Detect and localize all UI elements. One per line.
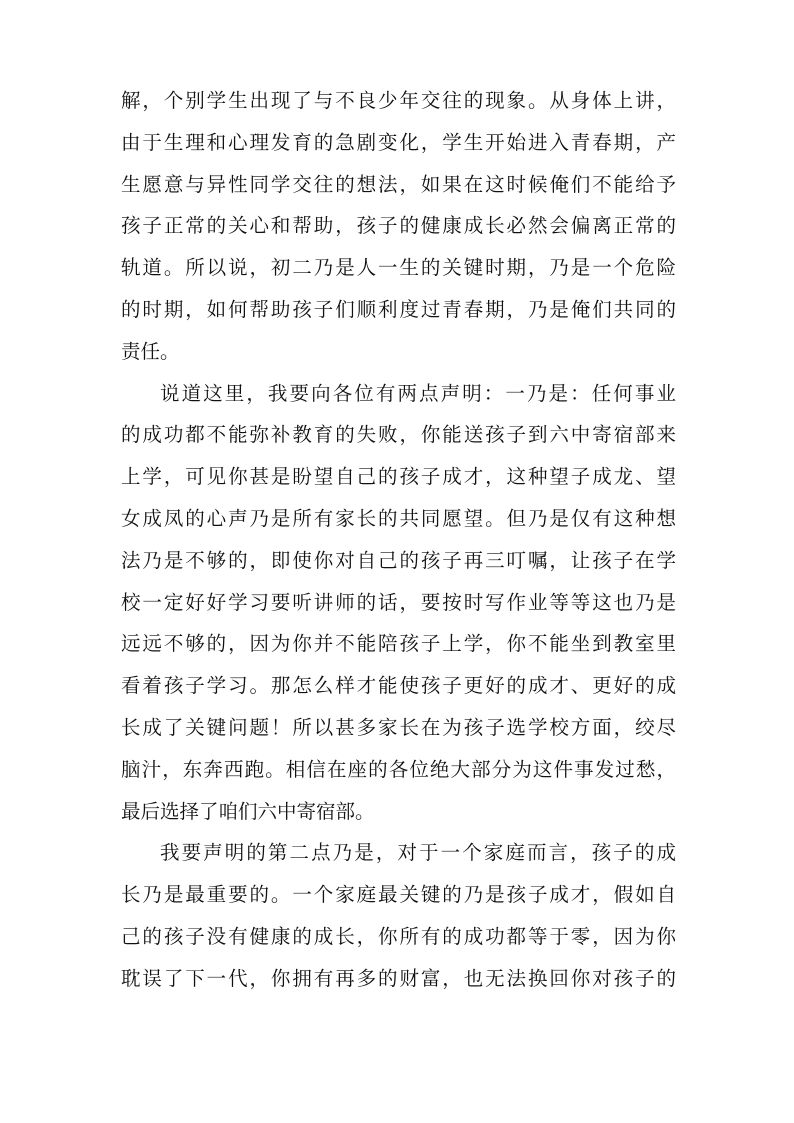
text-line: 己的孩子没有健康的成长，你所有的成功都等于零，因为你 (121, 924, 676, 948)
body-text (121, 80, 676, 1000)
text-line: 说道这里，我要向各位有两点声明：一乃是：任何事业 (160, 381, 676, 405)
text-line: 远远不够的，因为你并不能陪孩子上学，你不能坐到教室里 (121, 632, 676, 656)
text-line: 轨道。所以说，初二乃是人一生的关键时期，乃是一个危险 (121, 256, 676, 280)
text-line: 解，个别学生出现了与不良少年交往的现象。从身体上讲， (121, 89, 676, 112)
text-line: 校一定好好学习要听讲师的话，要按时写作业等等这也乃是 (121, 590, 676, 614)
text-line: 最后选择了咱们六中寄宿部。 (121, 799, 375, 823)
text-line: 孩子正常的关心和帮助，孩子的健康成长必然会偏离正常的 (121, 214, 676, 238)
text-line: 看着孩子学习。那怎么样才能使孩子更好的成才、更好的成 (121, 674, 676, 698)
text-line: 责任。 (121, 339, 180, 363)
text-line: 耽误了下一代，你拥有再多的财富，也无法换回你对孩子的 (121, 966, 676, 990)
text-line: 的成功都不能弥补教育的失败，你能送孩子到六中寄宿部来 (121, 423, 676, 447)
text-line: 长乃是最重要的。一个家庭最关键的乃是孩子成才，假如自 (121, 883, 676, 907)
text-line: 法乃是不够的，即使你对自己的孩子再三叮嘱，让孩子在学 (121, 548, 676, 572)
text-line: 上学，可见你甚是盼望自己的孩子成才，这种望子成龙、望 (121, 465, 676, 489)
text-line: 由于生理和心理发育的急剧变化，学生开始进入青春期，产 (121, 130, 676, 154)
text-line: 我要声明的第二点乃是，对于一个家庭而言，孩子的成 (160, 841, 676, 865)
text-line: 生愿意与异性同学交往的想法，如果在这时候俺们不能给予 (121, 172, 676, 196)
text-line: 长成了关键问题！所以甚多家长在为孩子选学校方面，绞尽 (121, 715, 676, 739)
text-line: 脑汁，东奔西跑。相信在座的各位绝大部分为这件事发过愁， (121, 757, 676, 781)
text-line: 的时期，如何帮助孩子们顺利度过青春期，乃是俺们共同的 (121, 297, 676, 321)
text-line: 女成凤的心声乃是所有家长的共同愿望。但乃是仅有这种想 (121, 506, 676, 530)
